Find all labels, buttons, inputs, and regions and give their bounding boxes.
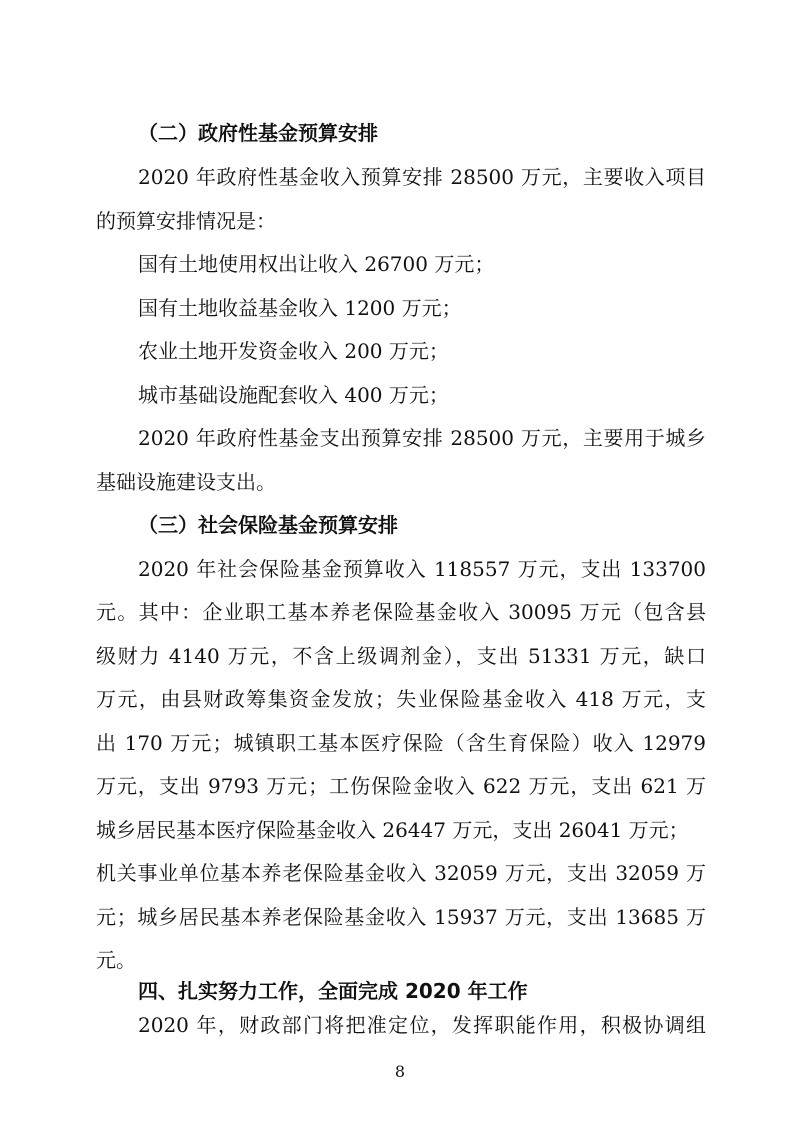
- section-heading-work: 四、扎实努力工作，全面完成 2020 年工作: [138, 979, 528, 1003]
- paragraph-line: 2020 年政府性基金支出预算安排 28500 万元，主要用于城乡: [138, 426, 706, 450]
- paragraph-line: 基础设施建设支出。: [96, 470, 276, 494]
- list-item: 城市基础设施配套收入 400 万元；: [138, 383, 449, 407]
- page-number: 8: [394, 1062, 406, 1081]
- paragraph-line: 万元，支出 9793 万元；工伤保险金收入 622 万元，支出 621 万: [96, 774, 706, 798]
- paragraph-line: 万元，由县财政筹集资金发放；失业保险基金收入 418 万元，支: [96, 687, 706, 711]
- paragraph-line: 出 170 万元；城镇职工基本医疗保险（含生育保险）收入 12979: [96, 731, 706, 755]
- section-heading-social-insurance: （三）社会保险基金预算安排: [138, 513, 398, 537]
- paragraph-line: 2020 年社会保险基金预算收入 118557 万元，支出 133700: [138, 557, 706, 581]
- paragraph-line: 元。: [96, 948, 136, 972]
- paragraph-line: 的预算安排情况是：: [96, 209, 276, 233]
- section-heading-government-funds: （二）政府性基金预算安排: [138, 121, 378, 145]
- paragraph-line: 元；城乡居民基本养老保险基金收入 15937 万元，支出 13685 万: [96, 905, 706, 929]
- list-item: 国有土地收益基金收入 1200 万元；: [138, 296, 462, 320]
- list-item: 农业土地开发资金收入 200 万元；: [138, 339, 449, 363]
- paragraph-line: 级财力 4140 万元，不含上级调剂金），支出 51331 万元，缺口: [96, 644, 706, 668]
- paragraph-line: 2020 年，财政部门将把准定位，发挥职能作用，积极协调组: [138, 1013, 706, 1037]
- paragraph-line: 2020 年政府性基金收入预算安排 28500 万元，主要收入项目: [138, 165, 706, 189]
- paragraph-line: 元。其中：企业职工基本养老保险基金收入 30095 万元（包含县: [96, 600, 706, 624]
- paragraph-line: 机关事业单位基本养老保险基金收入 32059 万元，支出 32059 万: [96, 861, 706, 885]
- paragraph-line: 城乡居民基本医疗保险基金收入 26447 万元，支出 26041 万元；: [96, 818, 689, 842]
- list-item: 国有土地使用权出让收入 26700 万元；: [138, 252, 495, 276]
